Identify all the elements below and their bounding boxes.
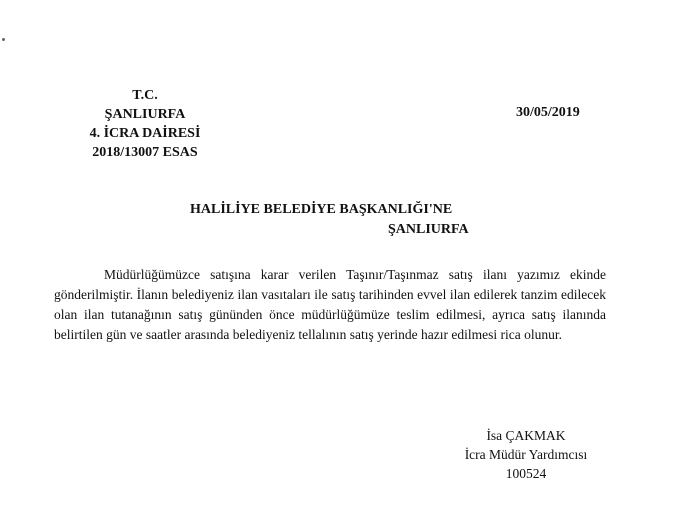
margin-mark xyxy=(2,38,5,41)
header-republic: T.C. xyxy=(132,88,158,103)
signatory-title: İcra Müdür Yardımcısı xyxy=(464,447,588,462)
signature-block xyxy=(456,426,596,483)
body-paragraph: Müdürlüğümüzce satışına karar verilen Taşınır/Taşınmaz satış ilanı yazımız ekinde gönderilmiştir. İlanın belediyeniz ilan vasıtaları ile satış tarihinden evvel ilan edilerek tanzim edilecek olan ilan tutanağının satış gününden önce müdürlüğümüze teslim edilmesi, ayrıca satış ilanında belirtilen gün ve saatler arasında belediyeniz tellalının satış yerinde hazır edilmesi rica olunur. xyxy=(54,267,606,342)
recipient-name: HALİLİYE BELEDİYE BAŞKANLIĞI'NE xyxy=(190,202,453,217)
recipient-block xyxy=(190,200,520,240)
document-date: 30/05/2019 xyxy=(516,105,580,120)
recipient-city: ŞANLIURFA xyxy=(388,222,469,237)
header-city: ŞANLIURFA xyxy=(104,107,186,122)
issuer-header xyxy=(50,86,240,162)
header-office: 4. İCRA DAİRESİ xyxy=(89,126,201,141)
signatory-number: 100524 xyxy=(505,466,547,481)
signatory-name: İsa ÇAKMAK xyxy=(486,428,566,443)
header-case-number: 2018/13007 ESAS xyxy=(92,145,198,160)
